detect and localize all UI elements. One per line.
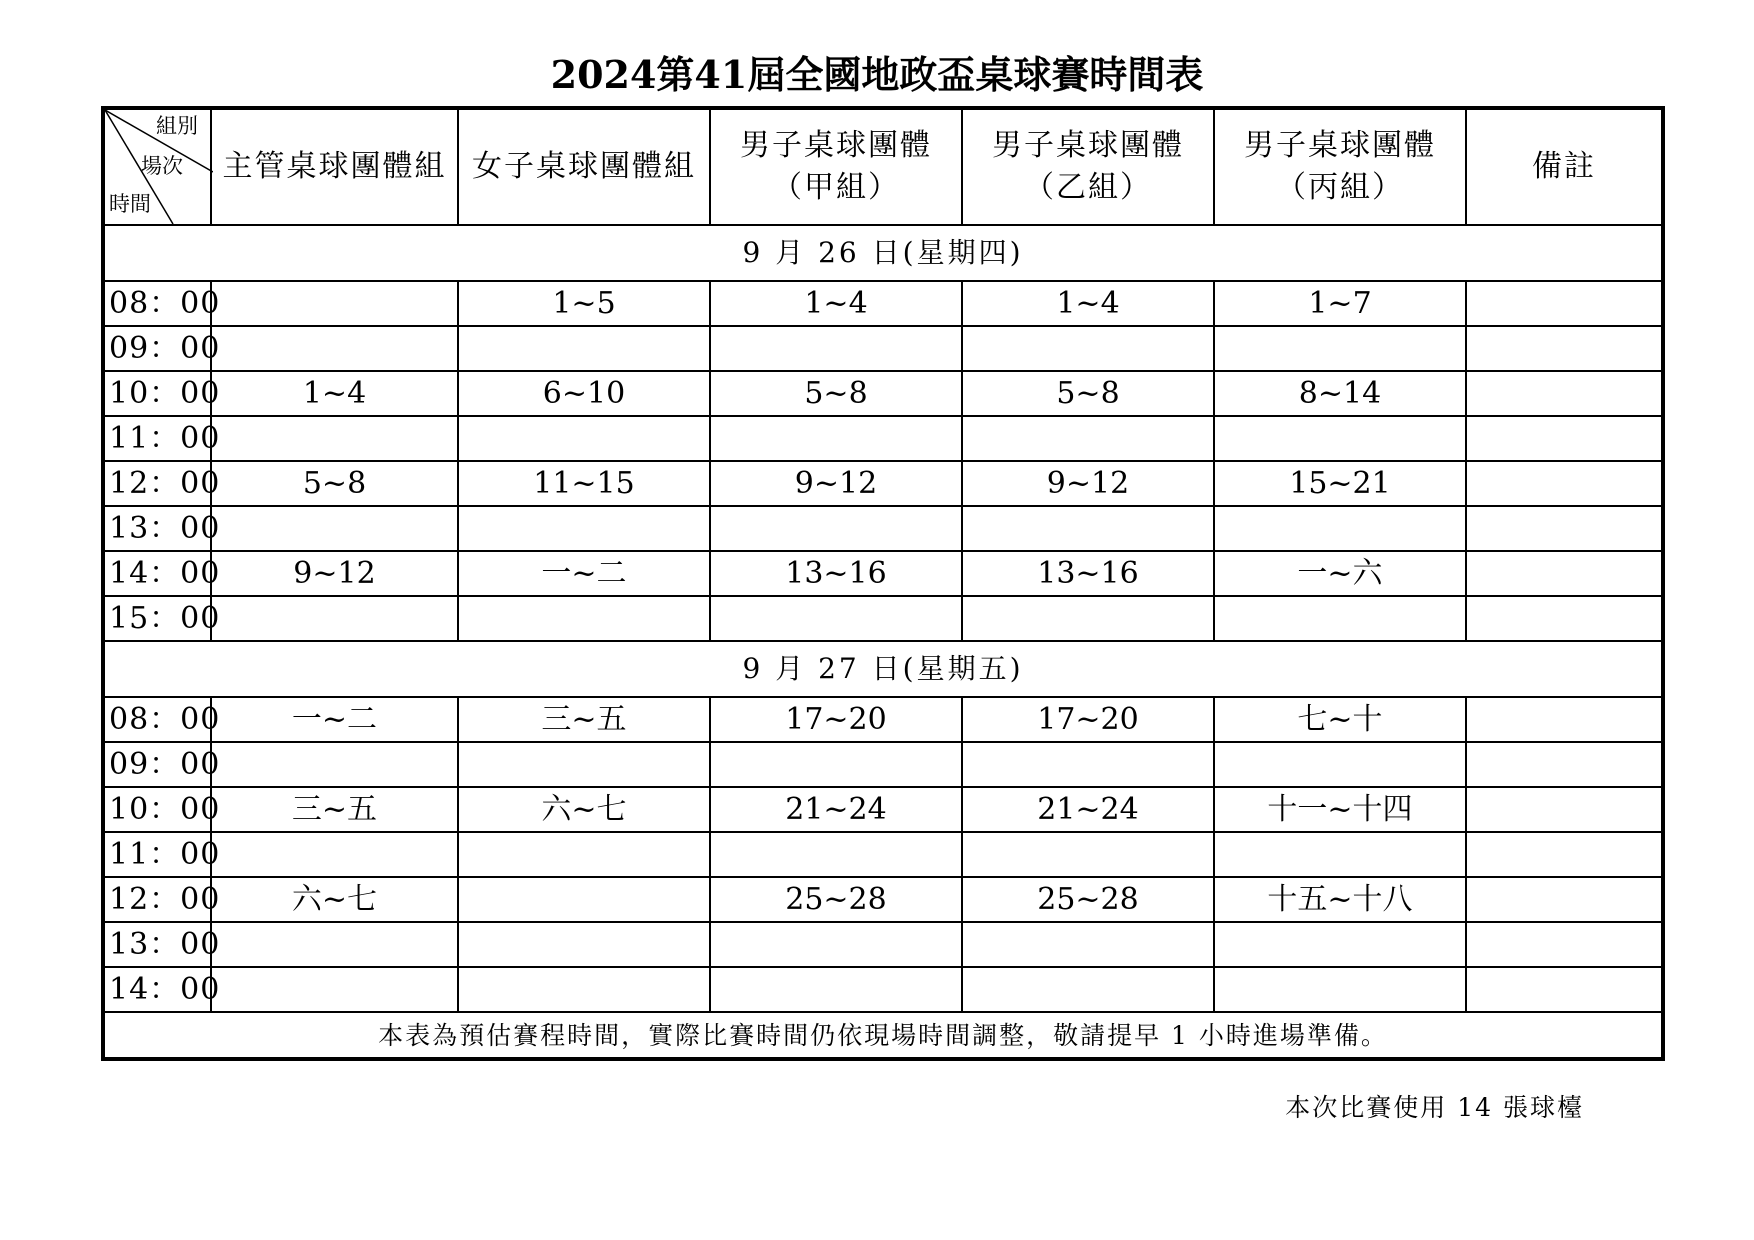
match-cell: 9~12 xyxy=(710,461,962,506)
match-cell: 七~十 xyxy=(1214,697,1466,742)
match-cell xyxy=(962,967,1214,1012)
time-cell: 14：00 xyxy=(103,551,211,596)
match-cell: 13~16 xyxy=(710,551,962,596)
match-cell xyxy=(211,742,458,787)
time-cell: 11：00 xyxy=(103,832,211,877)
match-cell xyxy=(211,967,458,1012)
match-cell: 13~16 xyxy=(962,551,1214,596)
match-cell xyxy=(458,877,710,922)
match-cell: 21~24 xyxy=(962,787,1214,832)
col-header-supervisor: 主管桌球團體組 xyxy=(211,108,458,225)
match-cell: 15~21 xyxy=(1214,461,1466,506)
match-cell: 1~4 xyxy=(211,371,458,416)
match-cell: 11~15 xyxy=(458,461,710,506)
match-cell xyxy=(211,506,458,551)
match-cell xyxy=(1466,326,1663,371)
match-cell: 1~5 xyxy=(458,281,710,326)
table-row xyxy=(103,281,1663,326)
match-cell xyxy=(211,596,458,641)
match-cell xyxy=(1466,461,1663,506)
match-cell: 六~七 xyxy=(458,787,710,832)
match-cell xyxy=(458,506,710,551)
match-cell xyxy=(710,832,962,877)
table-row xyxy=(103,877,1663,922)
match-cell xyxy=(1466,742,1663,787)
corner-group-label: 組別 xyxy=(156,114,198,138)
match-cell: 25~28 xyxy=(962,877,1214,922)
header-row xyxy=(103,108,1663,225)
match-cell: 5~8 xyxy=(211,461,458,506)
time-cell: 13：00 xyxy=(103,506,211,551)
match-cell xyxy=(1214,967,1466,1012)
match-cell: 9~12 xyxy=(962,461,1214,506)
match-cell xyxy=(710,416,962,461)
match-cell: 17~20 xyxy=(962,697,1214,742)
note-row xyxy=(103,1012,1663,1059)
match-cell: 三~五 xyxy=(211,787,458,832)
match-cell xyxy=(211,922,458,967)
corner-cell xyxy=(103,108,211,225)
table-row xyxy=(103,697,1663,742)
match-cell: 一~二 xyxy=(211,697,458,742)
match-cell xyxy=(962,596,1214,641)
col-header-men-a: 男子桌球團體 （甲組） xyxy=(710,108,962,225)
col-header-men-c: 男子桌球團體 （丙組） xyxy=(1214,108,1466,225)
match-cell: 25~28 xyxy=(710,877,962,922)
col-header-remarks: 備註 xyxy=(1466,108,1663,225)
time-cell: 10：00 xyxy=(103,371,211,416)
match-cell xyxy=(710,596,962,641)
match-cell xyxy=(1466,697,1663,742)
time-cell: 12：00 xyxy=(103,461,211,506)
table-row xyxy=(103,326,1663,371)
table-row xyxy=(103,596,1663,641)
match-cell xyxy=(1214,742,1466,787)
match-cell xyxy=(1214,326,1466,371)
match-cell: 三~五 xyxy=(458,697,710,742)
time-cell: 08：00 xyxy=(103,697,211,742)
match-cell: 十一~十四 xyxy=(1214,787,1466,832)
table-row xyxy=(103,416,1663,461)
date-row xyxy=(103,225,1663,281)
time-cell: 08：00 xyxy=(103,281,211,326)
match-cell xyxy=(458,922,710,967)
match-cell xyxy=(710,742,962,787)
match-cell xyxy=(962,742,1214,787)
table-count-note: 本次比賽使用 14 張球檯 xyxy=(1285,1093,1584,1122)
match-cell xyxy=(1466,506,1663,551)
match-cell xyxy=(710,967,962,1012)
schedule-note: 本表為預估賽程時間，實際比賽時間仍依現場時間調整，敬請提早 1 小時進場準備。 xyxy=(103,1012,1663,1059)
table-row xyxy=(103,922,1663,967)
match-cell: 一~六 xyxy=(1214,551,1466,596)
time-cell: 10：00 xyxy=(103,787,211,832)
match-cell xyxy=(1466,551,1663,596)
time-cell: 09：00 xyxy=(103,742,211,787)
match-cell: 9~12 xyxy=(211,551,458,596)
time-cell: 14：00 xyxy=(103,967,211,1012)
match-cell xyxy=(211,832,458,877)
table-row xyxy=(103,787,1663,832)
time-cell: 11：00 xyxy=(103,416,211,461)
match-cell xyxy=(1466,416,1663,461)
match-cell: 6~10 xyxy=(458,371,710,416)
match-cell xyxy=(211,281,458,326)
match-cell: 十五~十八 xyxy=(1214,877,1466,922)
table-row xyxy=(103,461,1663,506)
col-header-women: 女子桌球團體組 xyxy=(458,108,710,225)
match-cell xyxy=(1214,596,1466,641)
match-cell xyxy=(458,416,710,461)
time-cell: 15：00 xyxy=(103,596,211,641)
match-cell xyxy=(1466,832,1663,877)
schedule-table xyxy=(101,106,1665,1061)
table-row xyxy=(103,967,1663,1012)
time-cell: 09：00 xyxy=(103,326,211,371)
match-cell xyxy=(962,832,1214,877)
match-cell xyxy=(1214,416,1466,461)
match-cell xyxy=(1214,832,1466,877)
match-cell: 5~8 xyxy=(710,371,962,416)
corner-time-label: 時間 xyxy=(109,192,151,216)
match-cell xyxy=(458,326,710,371)
date-row xyxy=(103,641,1663,697)
match-cell xyxy=(458,596,710,641)
table-row xyxy=(103,832,1663,877)
match-cell xyxy=(211,326,458,371)
corner-round-label: 場次 xyxy=(141,154,183,178)
match-cell: 六~七 xyxy=(211,877,458,922)
match-cell xyxy=(1466,371,1663,416)
match-cell: 一~二 xyxy=(458,551,710,596)
match-cell: 8~14 xyxy=(1214,371,1466,416)
date-label: 9 月 27 日(星期五) xyxy=(103,641,1663,697)
match-cell xyxy=(710,922,962,967)
match-cell xyxy=(962,506,1214,551)
match-cell: 17~20 xyxy=(710,697,962,742)
match-cell xyxy=(458,967,710,1012)
match-cell xyxy=(1466,877,1663,922)
match-cell: 1~4 xyxy=(962,281,1214,326)
table-row xyxy=(103,742,1663,787)
match-cell xyxy=(1466,922,1663,967)
col-header-men-b: 男子桌球團體 （乙組） xyxy=(962,108,1214,225)
table-row xyxy=(103,506,1663,551)
page-title: 2024第41屆全國地政盃桌球賽時間表 xyxy=(550,52,1204,97)
match-cell xyxy=(1466,787,1663,832)
date-label: 9 月 26 日(星期四) xyxy=(103,225,1663,281)
match-cell xyxy=(1466,281,1663,326)
match-cell xyxy=(710,506,962,551)
match-cell xyxy=(1214,506,1466,551)
match-cell xyxy=(1214,922,1466,967)
match-cell xyxy=(211,416,458,461)
match-cell: 21~24 xyxy=(710,787,962,832)
match-cell: 1~7 xyxy=(1214,281,1466,326)
match-cell xyxy=(458,742,710,787)
match-cell xyxy=(962,922,1214,967)
match-cell: 5~8 xyxy=(962,371,1214,416)
time-cell: 12：00 xyxy=(103,877,211,922)
match-cell xyxy=(1466,967,1663,1012)
match-cell xyxy=(458,832,710,877)
match-cell xyxy=(962,416,1214,461)
match-cell: 1~4 xyxy=(710,281,962,326)
match-cell xyxy=(962,326,1214,371)
match-cell xyxy=(710,326,962,371)
time-cell: 13：00 xyxy=(103,922,211,967)
table-row xyxy=(103,371,1663,416)
table-row xyxy=(103,551,1663,596)
match-cell xyxy=(1466,596,1663,641)
